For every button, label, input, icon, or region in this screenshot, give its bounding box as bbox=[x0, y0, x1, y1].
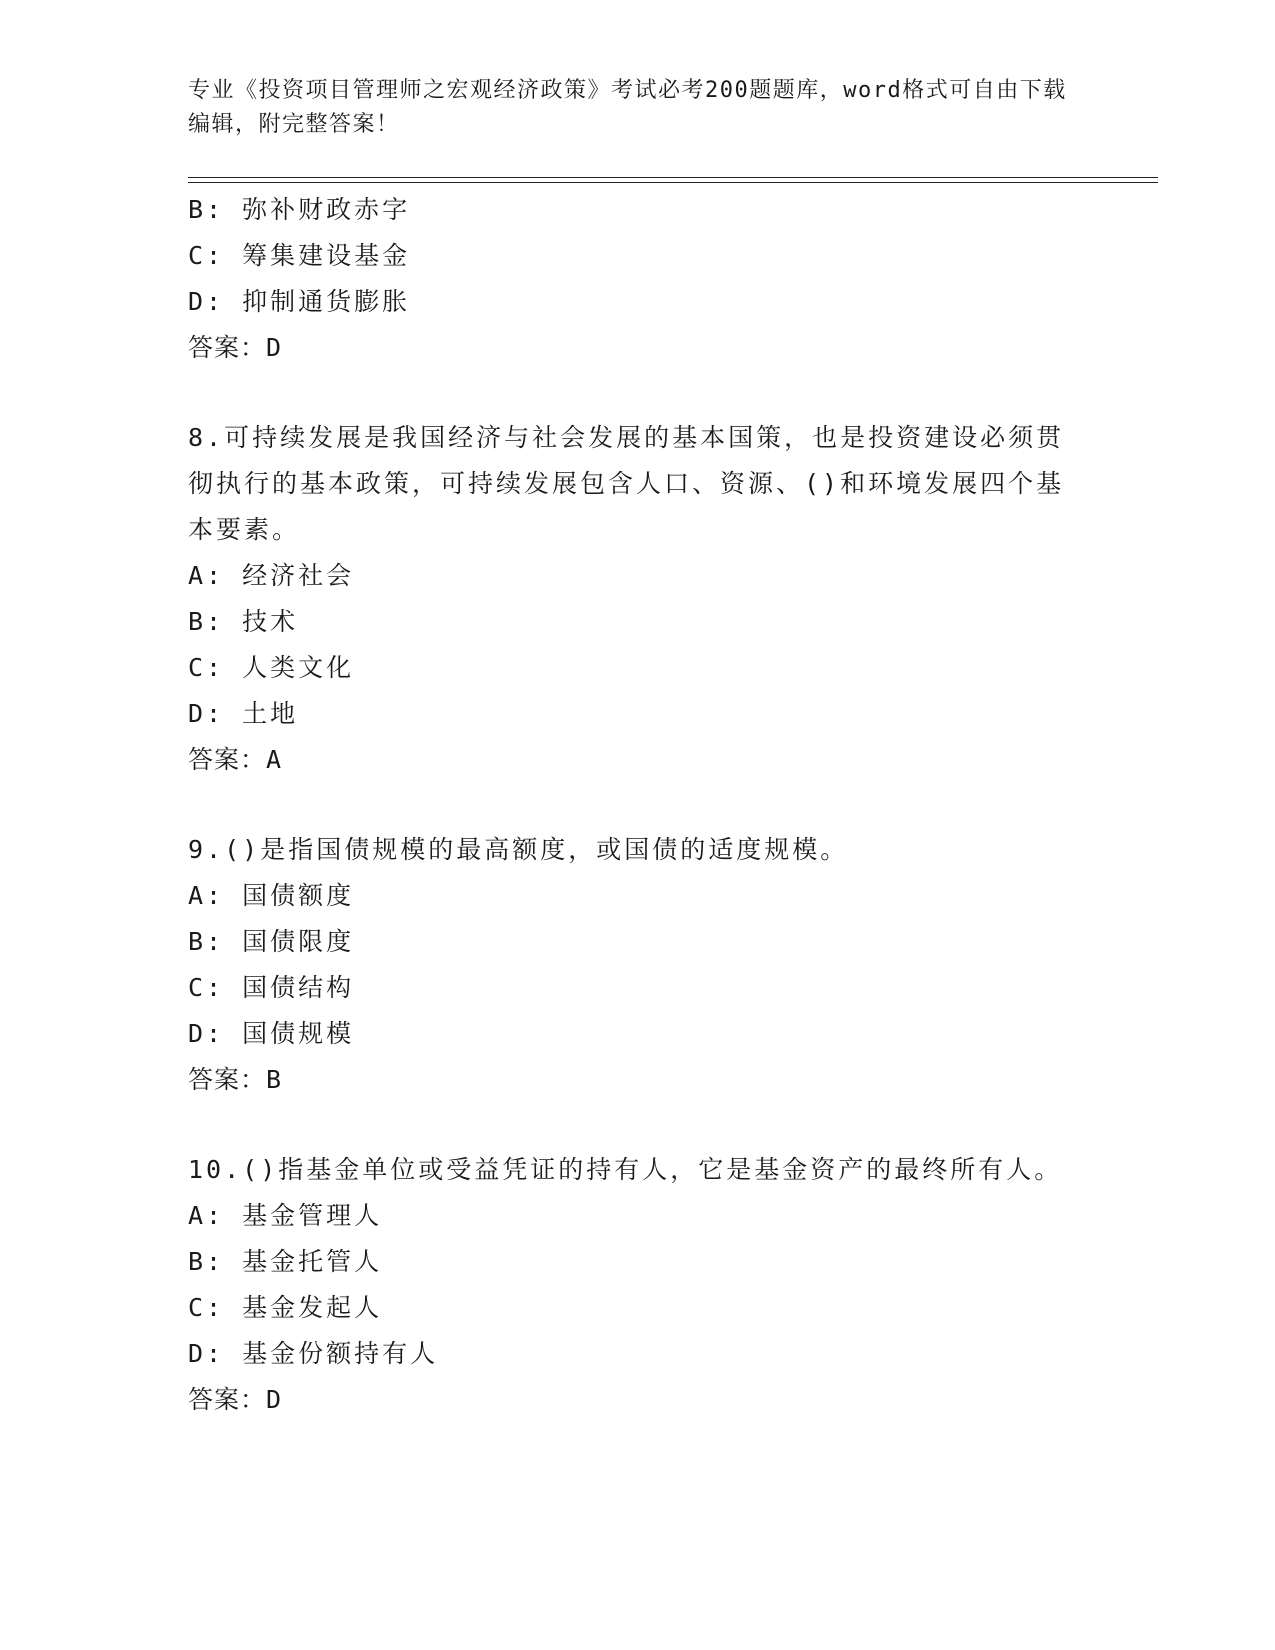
option-c: C: 筹集建设基金 bbox=[188, 241, 411, 270]
question-block-partial bbox=[188, 187, 1088, 371]
option-a: A: 经济社会 bbox=[188, 561, 355, 590]
question-stem: 9.()是指国债规模的最高额度，或国债的适度规模。 bbox=[188, 835, 849, 864]
question-block-8 bbox=[188, 415, 1088, 783]
option-c: C: 国债结构 bbox=[188, 973, 355, 1002]
header-divider-top bbox=[188, 177, 1158, 178]
option-d: D: 国债规模 bbox=[188, 1019, 355, 1048]
option-d: D: 基金份额持有人 bbox=[188, 1339, 439, 1368]
option-b: B: 基金托管人 bbox=[188, 1247, 383, 1276]
question-list bbox=[188, 187, 1088, 1423]
option-a: A: 国债额度 bbox=[188, 881, 355, 910]
option-b: B: 技术 bbox=[188, 607, 299, 636]
answer-line: 答案：B bbox=[188, 1065, 283, 1094]
option-d: D: 抑制通货膨胀 bbox=[188, 287, 411, 316]
option-a: A: 基金管理人 bbox=[188, 1201, 383, 1230]
question-block-10 bbox=[188, 1147, 1088, 1423]
question-stem: 10.()指基金单位或受益凭证的持有人，它是基金资产的最终所有人。 bbox=[188, 1155, 1063, 1184]
option-c: C: 基金发起人 bbox=[188, 1293, 383, 1322]
question-block-9 bbox=[188, 827, 1088, 1103]
option-c: C: 人类文化 bbox=[188, 653, 355, 682]
option-b: B: 国债限度 bbox=[188, 927, 355, 956]
option-b: B: 弥补财政赤字 bbox=[188, 195, 411, 224]
option-d: D: 土地 bbox=[188, 699, 299, 728]
question-stem: 8.可持续发展是我国经济与社会发展的基本国策，也是投资建设必须贯彻执行的基本政策，可持续发展包含人口、资源、()和环境发展四个基本要素。 bbox=[188, 423, 1065, 544]
answer-line: 答案：D bbox=[188, 333, 283, 362]
answer-line: 答案：A bbox=[188, 745, 283, 774]
header-divider-bottom bbox=[188, 182, 1158, 183]
document-intro: 专业《投资项目管理师之宏观经济政策》考试必考200题题库，word格式可自由下载编辑，附完整答案！ bbox=[188, 78, 1067, 137]
answer-line: 答案：D bbox=[188, 1385, 283, 1414]
